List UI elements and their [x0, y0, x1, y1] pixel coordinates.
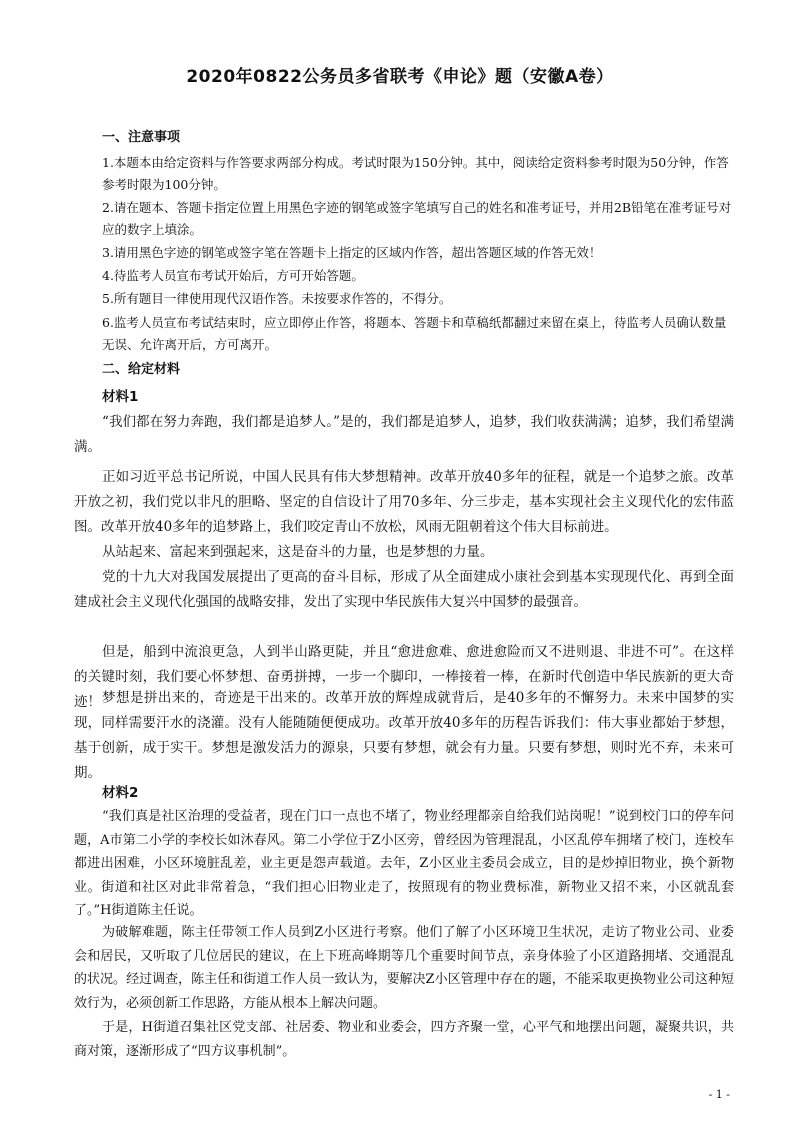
- page-number: - 1 -: [708, 1088, 730, 1101]
- notice-item-4: 4.待监考人员宣布考试开始后，方可开始答题。: [102, 268, 364, 283]
- material-1-paragraph: 从站起来、富起来到强起来，这是奋斗的力量，也是梦想的力量。: [102, 544, 494, 560]
- notice-item-1: 1.本题本由给定资料与作答要求两部分构成。考试时限为150分钟。其中，阅读给定资料参考时限为50分钟，作答参考时限为100分钟。: [102, 155, 729, 192]
- material-1-heading: 材料1: [102, 389, 139, 405]
- notice-item-5: 5.所有题目一律使用现代汉语作答。未按要求作答的，不得分。: [102, 291, 452, 306]
- document-title: 2020年0822公务员多省联考《申论》题（安徽A卷）: [186, 67, 614, 87]
- material-1-paragraph: 但是，船到中流浪更急，人到半山路更陡，并且“愈进愈难、愈进愈险而又不进则退、非进不可”。在这样的关键时刻，我们要心怀梦想、奋勇拼搏，一步一个脚印，一棒接着一棒，在新时代创造中华民族新的更大奇迹！: [74, 644, 734, 710]
- section-heading-materials: 二、给定材料: [102, 362, 181, 377]
- material-2-paragraph: 于是，H街道召集社区党支部、社居委、物业和业委会，四方齐聚一堂，心平气和地摆出问题，凝聚共识，共商对策，逐渐形成了“四方议事机制”。: [74, 1020, 734, 1059]
- notice-item-6: 6.监考人员宣布考试结束时，应立即停止作答，将题本、答题卡和草稿纸都翻过来留在桌上，待监考人员确认数量无误、允许离开后，方可离开。: [102, 315, 727, 352]
- section-heading-notice: 一、注意事项: [102, 130, 181, 145]
- material-1-paragraph: 正如习近平总书记所说，中国人民具有伟大梦想精神。改革开放40多年的征程，就是一个追梦之旅。改革开放之初，我们党以非凡的胆略、坚定的自信设计了用70多年、分三步走，基本实现社会主义现代化的宏伟蓝图。改革开放40多年的追梦路上，我们咬定青山不放松，风雨无阻朝着这个伟大目标前进。: [74, 469, 734, 535]
- material-1-paragraph: 梦想是拼出来的，奇迹是干出来的。改革开放的辉煌成就背后，是40多年的不懈努力。未来中国梦的实现，同样需要汗水的浇灌。没有人能随随便便成功。改革开放40多年的历程告诉我们：伟大事业都始于梦想，基于创新，成于实干。梦想是激发活力的源泉，只要有梦想，就会有力量。只要有梦想，则时光不弃，未来可期。: [74, 690, 734, 781]
- material-2-heading: 材料2: [102, 785, 139, 801]
- notice-item-3: 3.请用黑色字迹的钢笔或签字笔在答题卡上指定的区域内作答，超出答题区域的作答无效！: [102, 245, 602, 260]
- notice-item-2: 2.请在题本、答题卡指定位置上用黑色字迹的钢笔或签字笔填写自己的姓名和准考证号，并用2B铅笔在准考证号对应的数字上填涂。: [102, 200, 732, 237]
- material-2-paragraph: 为破解难题，陈主任带领工作人员到Z小区进行考察。他们了解了小区环境卫生状况，走访了物业公司、业委会和居民，又听取了几位居民的建议，在上下班高峰期等几个重要时间节点，亲身体验了小区道路拥堵、交通混乱的状况。经过调查，陈主任和街道工作人员一致认为，要解决Z小区管理中存在的题，不能采取更换物业公司这种短效行为，必须创新工作思路，方能从根本上解决问题。: [74, 925, 734, 1011]
- material-1-paragraph: 党的十九大对我国发展提出了更高的奋斗目标，形成了从全面建成小康社会到基本实现现代化、再到全面建成社会主义现代化强国的战略安排，发出了实现中华民族伟大复兴中国梦的最强音。: [74, 569, 734, 610]
- material-1-paragraph: “我们都在努力奔跑，我们都是追梦人。”是的，我们都是追梦人，追梦，我们收获满满；追梦，我们希望满满。: [74, 414, 734, 455]
- material-2-paragraph: “我们真是社区治理的受益者，现在门口一点也不堵了，物业经理都亲自给我们站岗呢！”说到校门口的停车问题，A市第二小学的李校长如沐春风。第二小学位于Z小区旁，曾经因为管理混乱，小区乱停车拥堵了校门，连校车都进出困难，小区环境脏乱差，业主更是怨声载道。去年，Z小区业主委员会成立，目的是炒掉旧物业，换个新物业。街道和社区对此非常着急，“我们担心旧物业走了，按照现有的物业费标准，新物业又招不来，小区就乱套了。”H街道陈主任说。: [74, 809, 734, 918]
